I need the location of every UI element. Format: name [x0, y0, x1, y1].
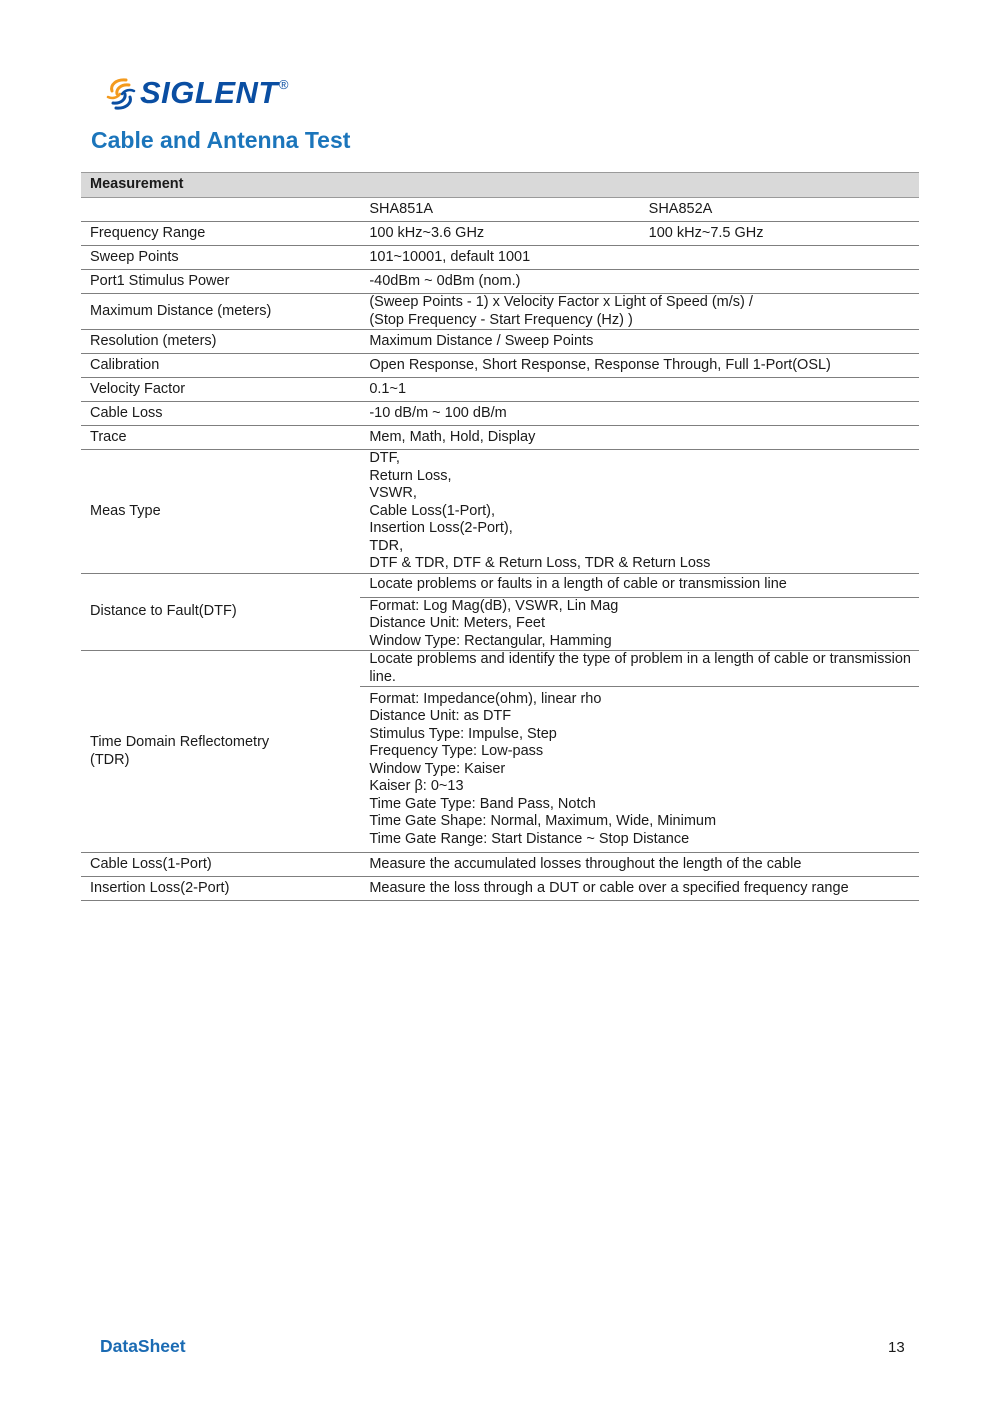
model-name: SHA852A	[640, 198, 919, 222]
row-value: 100 kHz~7.5 GHz	[640, 222, 919, 246]
row-value	[360, 450, 919, 574]
label-line: (TDR)	[90, 751, 130, 768]
value-line: Time Gate Range: Start Distance ~ Stop Distance	[369, 830, 690, 847]
model-header-row	[81, 198, 919, 222]
row-label: Frequency Range	[81, 222, 360, 246]
page-number: 13	[888, 1339, 905, 1356]
value-line: Return Loss,	[369, 467, 452, 484]
row-value: Mem, Math, Hold, Display	[360, 426, 919, 450]
value-line: Frequency Type: Low-pass	[369, 743, 544, 760]
value-line: Window Type: Kaiser	[369, 760, 506, 777]
spec-table	[81, 172, 919, 901]
row-value	[360, 651, 919, 687]
row-value: Locate problems or faults in a length of cable or transmission line	[360, 573, 919, 597]
value-line: Time Gate Type: Band Pass, Notch	[369, 795, 596, 812]
table-row	[81, 294, 919, 330]
row-label: Distance to Fault(DTF)	[81, 573, 360, 651]
model-name: SHA851A	[360, 198, 639, 222]
value-line: Cable Loss(1-Port),	[369, 502, 496, 519]
value-line: DTF & TDR, DTF & Return Loss, TDR & Return Loss	[369, 555, 711, 571]
table-row	[81, 354, 919, 378]
row-value: 101~10001, default 1001	[360, 246, 919, 270]
value-line: Distance Unit: as DTF	[369, 708, 512, 725]
value-line: Format: Log Mag(dB), VSWR, Lin Mag	[369, 597, 619, 614]
row-value	[360, 294, 919, 330]
row-label: Maximum Distance (meters)	[81, 294, 360, 330]
row-value	[360, 687, 919, 853]
row-value	[360, 597, 919, 651]
table-row	[81, 426, 919, 450]
value-line: TDR,	[369, 537, 404, 554]
row-label: Cable Loss(1-Port)	[81, 853, 360, 877]
table-cell	[81, 198, 360, 222]
siglent-logo	[104, 74, 288, 112]
row-label: Insertion Loss(2-Port)	[81, 877, 360, 901]
registered-mark: ®	[278, 77, 289, 92]
value-line: Stimulus Type: Impulse, Step	[369, 725, 557, 742]
page-title: Cable and Antenna Test	[91, 127, 351, 153]
table-row	[81, 222, 919, 246]
value-line: DTF,	[369, 450, 400, 466]
table-row	[81, 853, 919, 877]
table-section-header	[81, 173, 919, 198]
row-label	[81, 651, 360, 853]
table-row	[81, 378, 919, 402]
table-row	[81, 270, 919, 294]
row-label: Trace	[81, 426, 360, 450]
table-row	[81, 877, 919, 901]
row-label: Port1 Stimulus Power	[81, 270, 360, 294]
value-line: Locate problems and identify the type of problem in a length of cable or transmission line.	[369, 651, 911, 685]
row-label: Calibration	[81, 354, 360, 378]
row-value: Measure the accumulated losses throughout the length of the cable	[360, 853, 919, 877]
value-line: Format: Impedance(ohm), linear rho	[369, 690, 602, 707]
value-line: VSWR,	[369, 485, 417, 501]
row-value: Maximum Distance / Sweep Points	[360, 330, 919, 354]
value-line: Window Type: Rectangular, Hamming	[369, 632, 612, 649]
value-line: Kaiser β: 0~13	[369, 778, 464, 795]
row-label: Meas Type	[81, 450, 360, 574]
table-row	[81, 450, 919, 574]
row-value: Open Response, Short Response, Response Through, Full 1-Port(OSL)	[360, 354, 919, 378]
footer-datasheet-label: DataSheet	[100, 1336, 186, 1356]
row-label: Cable Loss	[81, 402, 360, 426]
value-line: Time Gate Shape: Normal, Maximum, Wide, Minimum	[369, 813, 717, 830]
value-line: (Sweep Points - 1) x Velocity Factor x Light of Speed (m/s) /	[369, 294, 753, 310]
row-label: Velocity Factor	[81, 378, 360, 402]
label-line: Time Domain Reflectometry	[90, 734, 270, 750]
table-row	[81, 330, 919, 354]
row-value: 100 kHz~3.6 GHz	[360, 222, 639, 246]
value-line: Insertion Loss(2-Port),	[369, 520, 513, 536]
section-title: Measurement	[81, 173, 919, 198]
row-label: Resolution (meters)	[81, 330, 360, 354]
table-row	[81, 402, 919, 426]
value-line: (Stop Frequency - Start Frequency (Hz) )	[369, 311, 633, 328]
table-row	[81, 246, 919, 270]
table-row	[81, 573, 919, 597]
siglent-swirl-icon	[104, 77, 138, 111]
row-label: Sweep Points	[81, 246, 360, 270]
row-value: 0.1~1	[360, 378, 919, 402]
table-row	[81, 651, 919, 687]
row-value: Measure the loss through a DUT or cable over a specified frequency range	[360, 877, 919, 901]
row-value: -40dBm ~ 0dBm (nom.)	[360, 270, 919, 294]
logo-wordmark: SIGLENT	[140, 75, 278, 110]
row-value: -10 dB/m ~ 100 dB/m	[360, 402, 919, 426]
value-line: Distance Unit: Meters, Feet	[369, 615, 545, 631]
